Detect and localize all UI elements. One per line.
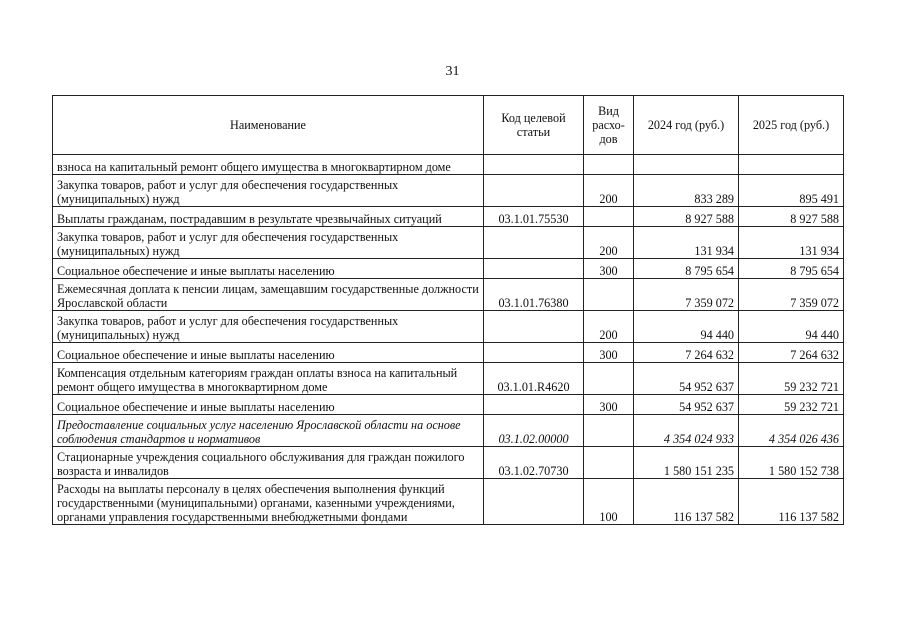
cell-2024: 7 264 632 (634, 343, 739, 363)
cell-2024: 7 359 072 (634, 279, 739, 311)
cell-name: Ежемесячная доплата к пенсии лицам, замещавшим государственные должности Ярославской области (53, 279, 484, 311)
cell-2025: 4 354 026 436 (739, 415, 844, 447)
table-row (53, 155, 844, 175)
table-header-row (53, 96, 844, 155)
cell-code (484, 311, 584, 343)
cell-code (484, 227, 584, 259)
cell-2024: 131 934 (634, 227, 739, 259)
cell-2025: 94 440 (739, 311, 844, 343)
page-number: 31 (445, 64, 460, 79)
cell-2024: 54 952 637 (634, 363, 739, 395)
table-row (53, 343, 844, 363)
column-header-kind: Вид расхо-дов (584, 96, 634, 155)
cell-name: Компенсация отдельным категориям граждан оплаты взноса на капитальный ремонт общего имущества в многоквартирном доме (53, 363, 484, 395)
table-row (53, 395, 844, 415)
cell-kind (584, 363, 634, 395)
cell-name: Выплаты гражданам, пострадавшим в результате чрезвычайных ситуаций (53, 207, 484, 227)
cell-2024: 1 580 151 235 (634, 447, 739, 479)
cell-kind: 200 (584, 175, 634, 207)
cell-2025: 7 264 632 (739, 343, 844, 363)
cell-code: 03.1.01.75530 (484, 207, 584, 227)
cell-kind (584, 447, 634, 479)
cell-kind: 300 (584, 395, 634, 415)
cell-name: Стационарные учреждения социального обслуживания для граждан пожилого возраста и инвалидов (53, 447, 484, 479)
cell-name: Закупка товаров, работ и услуг для обеспечения государственных (муниципальных) нужд (53, 227, 484, 259)
cell-name: Социальное обеспечение и иные выплаты населению (53, 343, 484, 363)
cell-2024: 8 795 654 (634, 259, 739, 279)
cell-code: 03.1.02.70730 (484, 447, 584, 479)
budget-table (52, 95, 844, 525)
cell-2025 (739, 155, 844, 175)
cell-name: Расходы на выплаты персоналу в целях обеспечения выполнения функций государственными (муниципальными) органами, казенными учреждениями, органами управления государственными внебюджетными фондами (53, 479, 484, 525)
table-row (53, 279, 844, 311)
cell-name: Закупка товаров, работ и услуг для обеспечения государственных (муниципальных) нужд (53, 175, 484, 207)
cell-2025: 116 137 582 (739, 479, 844, 525)
cell-kind: 100 (584, 479, 634, 525)
cell-2024: 833 289 (634, 175, 739, 207)
cell-kind: 300 (584, 259, 634, 279)
cell-2024 (634, 155, 739, 175)
cell-2025: 1 580 152 738 (739, 447, 844, 479)
cell-2025: 59 232 721 (739, 395, 844, 415)
table-row (53, 363, 844, 395)
cell-2024: 8 927 588 (634, 207, 739, 227)
column-header-code: Код целевой статьи (484, 96, 584, 155)
column-header-name: Наименование (53, 96, 484, 155)
column-header-2024: 2024 год (руб.) (634, 96, 739, 155)
cell-code: 03.1.02.00000 (484, 415, 584, 447)
cell-2024: 54 952 637 (634, 395, 739, 415)
cell-code: 03.1.01.76380 (484, 279, 584, 311)
cell-kind (584, 207, 634, 227)
cell-name: Социальное обеспечение и иные выплаты населению (53, 259, 484, 279)
cell-kind: 300 (584, 343, 634, 363)
column-header-2025: 2025 год (руб.) (739, 96, 844, 155)
cell-2025: 59 232 721 (739, 363, 844, 395)
cell-code (484, 343, 584, 363)
cell-kind (584, 155, 634, 175)
table-row (53, 447, 844, 479)
cell-2025: 895 491 (739, 175, 844, 207)
cell-2025: 7 359 072 (739, 279, 844, 311)
cell-name: Закупка товаров, работ и услуг для обеспечения государственных (муниципальных) нужд (53, 311, 484, 343)
cell-code: 03.1.01.R4620 (484, 363, 584, 395)
cell-2024: 116 137 582 (634, 479, 739, 525)
table-row (53, 479, 844, 525)
table-row (53, 227, 844, 259)
table-row (53, 415, 844, 447)
cell-name: Предоставление социальных услуг населению Ярославской области на основе соблюдения стандартов и нормативов (53, 415, 484, 447)
table-row (53, 175, 844, 207)
table-row (53, 311, 844, 343)
cell-kind: 200 (584, 227, 634, 259)
cell-code (484, 395, 584, 415)
table-row (53, 259, 844, 279)
cell-name: взноса на капитальный ремонт общего имущества в многоквартирном доме (53, 155, 484, 175)
cell-kind (584, 415, 634, 447)
table-body (53, 155, 844, 525)
cell-2025: 8 795 654 (739, 259, 844, 279)
cell-2025: 131 934 (739, 227, 844, 259)
cell-code (484, 479, 584, 525)
cell-code (484, 155, 584, 175)
cell-2024: 4 354 024 933 (634, 415, 739, 447)
cell-code (484, 175, 584, 207)
table-row (53, 207, 844, 227)
cell-kind: 200 (584, 311, 634, 343)
cell-2024: 94 440 (634, 311, 739, 343)
cell-name: Социальное обеспечение и иные выплаты населению (53, 395, 484, 415)
cell-code (484, 259, 584, 279)
cell-2025: 8 927 588 (739, 207, 844, 227)
cell-kind (584, 279, 634, 311)
